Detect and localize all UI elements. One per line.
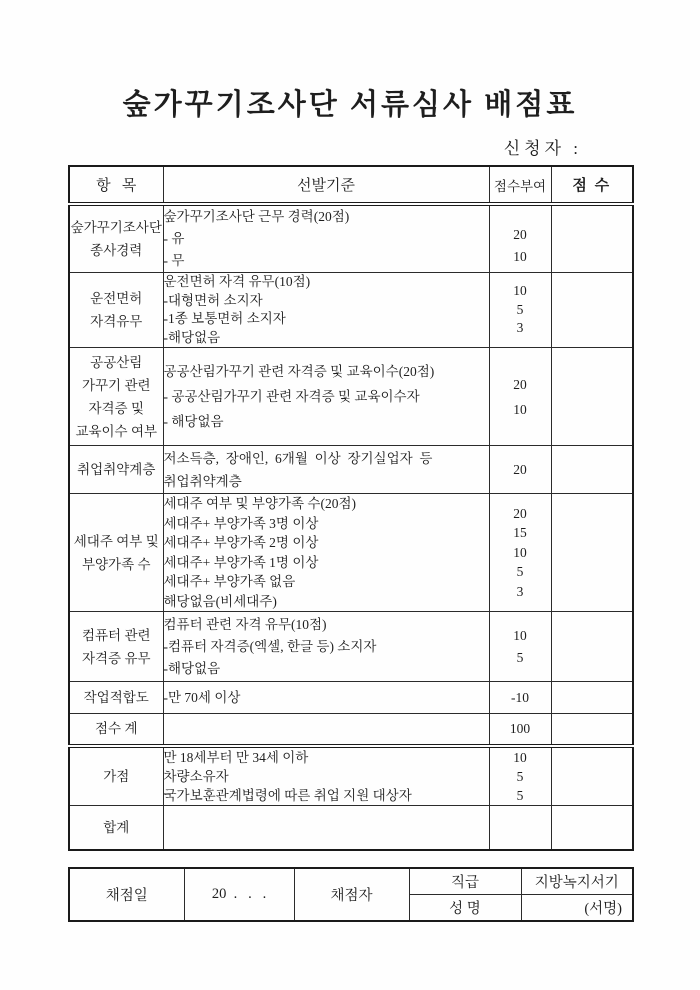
grader-label: 채점자 xyxy=(294,868,409,921)
page-title: 숲가꾸기조사단 서류심사 배점표 xyxy=(122,89,578,121)
row-score-blank xyxy=(551,494,633,612)
row-score-blank xyxy=(551,746,633,806)
grading-info-table xyxy=(68,867,634,922)
grading-date-value: 20 . . . xyxy=(184,868,294,921)
row-criteria: 저소득층, 장애인, 6개월 이상 장기실업자 등 취업취약계층 xyxy=(163,446,489,494)
table-row xyxy=(69,494,633,612)
row-criteria xyxy=(163,714,489,746)
table-row xyxy=(69,682,633,714)
scoring-table-body xyxy=(69,204,633,850)
grader-position-label: 직급 xyxy=(409,868,521,895)
row-score-assign: 20 xyxy=(489,446,551,494)
row-item-label: 숲가꾸기조사단 종사경력 xyxy=(69,204,163,273)
row-criteria: 컴퓨터 관련 자격 유무(10점) -컴퓨터 자격증(엑셀, 한글 등) 소지자 -해당없음 xyxy=(163,612,489,682)
row-score-assign: 100 xyxy=(489,714,551,746)
applicant-label: 신청자 : xyxy=(503,139,582,158)
row-criteria: 만 18세부터 만 34세 이하 차량소유자 국가보훈관계법령에 따른 취업 지원 대상자 xyxy=(163,746,489,806)
grader-position-value: 지방녹지서기 xyxy=(521,868,633,895)
header-row xyxy=(69,166,633,204)
row-item-label: 공공산림 가꾸기 관련 자격증 및 교육이수 여부 xyxy=(69,348,163,446)
table-row xyxy=(69,348,633,446)
row-criteria: -만 70세 이상 xyxy=(163,682,489,714)
grader-signature-placeholder: (서명) xyxy=(521,895,633,922)
grader-name-label: 성 명 xyxy=(409,895,521,922)
table-row xyxy=(69,446,633,494)
grading-date-label: 채점일 xyxy=(69,868,184,921)
column-header-criteria: 선발기준 xyxy=(163,166,489,204)
row-criteria: 세대주 여부 및 부양가족 수(20점) 세대주+ 부양가족 3명 이상 세대주+ 부양가족 2명 이상 세대주+ 부양가족 1명 이상 세대주+ 부양가족 없음 해당없음(비세대주) xyxy=(163,494,489,612)
row-score-blank xyxy=(551,612,633,682)
row-score-assign xyxy=(489,805,551,850)
row-score-blank xyxy=(551,805,633,850)
row-score-blank xyxy=(551,348,633,446)
table-row xyxy=(69,273,633,348)
row-item-label: 가점 xyxy=(69,746,163,806)
row-score-assign: -10 xyxy=(489,682,551,714)
row-score-blank xyxy=(551,446,633,494)
column-header-score: 점 수 xyxy=(551,166,633,204)
table-row xyxy=(69,612,633,682)
row-score-assign: 10 5 3 xyxy=(489,273,551,348)
row-item-label: 작업적합도 xyxy=(69,682,163,714)
column-header-item: 항 목 xyxy=(69,166,163,204)
row-score-assign: 20 10 xyxy=(489,348,551,446)
row-score-assign: 20 15 10 5 3 xyxy=(489,494,551,612)
row-score-assign: 20 10 xyxy=(489,204,551,273)
row-item-label: 컴퓨터 관련 자격증 유무 xyxy=(69,612,163,682)
row-score-assign: 10 5 xyxy=(489,612,551,682)
row-item-label: 합계 xyxy=(69,805,163,850)
row-score-blank xyxy=(551,682,633,714)
table-row xyxy=(69,746,633,806)
column-header-score-assign: 점수부여 xyxy=(489,166,551,204)
row-score-blank xyxy=(551,714,633,746)
row-item-label: 세대주 여부 및 부양가족 수 xyxy=(69,494,163,612)
row-score-blank xyxy=(551,204,633,273)
row-criteria xyxy=(163,805,489,850)
row-item-label: 운전면허 자격유무 xyxy=(69,273,163,348)
row-criteria: 공공산림가꾸기 관련 자격증 및 교육이수(20점) - 공공산림가꾸기 관련 자격증 및 교육이수자 - 해당없음 xyxy=(163,348,489,446)
grading-row-top xyxy=(69,868,633,895)
table-row xyxy=(69,204,633,273)
row-score-blank xyxy=(551,273,633,348)
row-score-assign: 10 5 5 xyxy=(489,746,551,806)
table-row xyxy=(69,805,633,850)
row-criteria: 운전면허 자격 유무(10점) -대형면허 소지자 -1종 보통면허 소지자 -해당없음 xyxy=(163,273,489,348)
scoring-table xyxy=(68,165,634,851)
scoring-table-header xyxy=(69,166,633,204)
row-item-label: 점수 계 xyxy=(69,714,163,746)
row-criteria: 숲가꾸기조사단 근무 경력(20점) - 유 - 무 xyxy=(163,204,489,273)
row-item-label: 취업취약계층 xyxy=(69,446,163,494)
table-row xyxy=(69,714,633,746)
